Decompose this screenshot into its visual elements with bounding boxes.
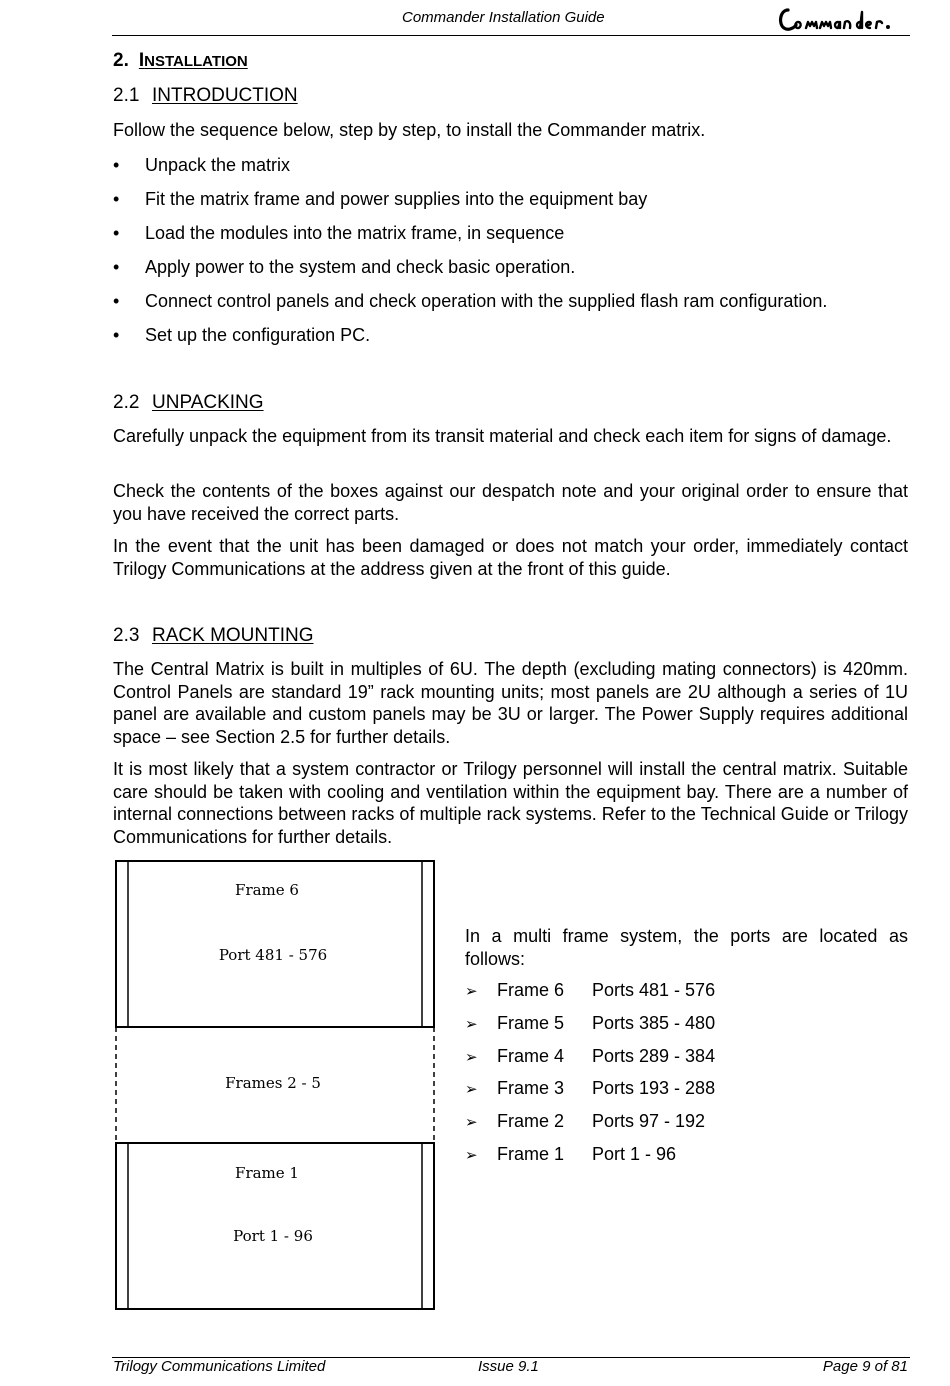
top-frame-label: Frame 6 xyxy=(235,881,299,899)
step-item: • Unpack the matrix xyxy=(113,155,291,175)
footer-company: Trilogy Communications Limited xyxy=(113,1358,326,1375)
port-list-item: ➢ Frame 6 Ports 481 - 576 xyxy=(465,979,715,1003)
header-title: Commander Installation Guide xyxy=(402,9,605,26)
rack-paragraph: It is most likely that a system contractor or Trilogy personnel will install the central matrix. Suitable care should be taken with cooling and ventilation within the equipment bay. There are a number of internal connections between racks of multiple rack systems. Refer to the Technical Guide or Trilogy Communications for further details. xyxy=(113,759,908,847)
port-list-item: ➢ Frame 2 Ports 97 - 192 xyxy=(465,1110,705,1134)
unpacking-paragraph: Check the contents of the boxes against our despatch note and your original order to ensure that you have received the correct parts. xyxy=(113,481,908,524)
arrow-bullet-icon: ➢ xyxy=(465,1049,478,1066)
port-list-item: ➢ Frame 5 Ports 385 - 480 xyxy=(465,1012,715,1036)
heading-title: INTRODUCTION xyxy=(152,85,298,106)
top-frame-ports: Port 481 - 576 xyxy=(218,946,328,964)
step-item: • Set up the configuration PC. xyxy=(113,325,371,345)
heading-rack-mounting xyxy=(113,625,314,647)
arrow-bullet-icon: ➢ xyxy=(465,983,478,1000)
heading-unpacking xyxy=(113,392,264,414)
frame-layout-diagram xyxy=(114,860,436,1312)
commander-logo xyxy=(776,0,911,36)
port-list-item: ➢ Frame 1 Port 1 - 96 xyxy=(465,1143,676,1167)
heading-introduction xyxy=(113,85,298,107)
section-number: 2. xyxy=(113,50,129,71)
intro-lead: Follow the sequence below, step by step, to install the Commander matrix. xyxy=(113,120,706,140)
heading-title: RACK MOUNTING xyxy=(152,625,314,646)
heading-number: 2.3 xyxy=(113,625,140,646)
ports-intro: In a multi frame system, the ports are located as follows: xyxy=(465,926,908,969)
arrow-bullet-icon: ➢ xyxy=(465,1114,478,1131)
step-item: • Fit the matrix frame and power supplies into the equipment bay xyxy=(113,189,648,209)
footer-issue: Issue 9.1 xyxy=(478,1358,539,1375)
section-title-rest: NSTALLATION xyxy=(144,53,248,70)
unpacking-paragraph: Carefully unpack the equipment from its transit material and check each item for signs of damage. xyxy=(113,426,892,446)
bottom-frame-ports: Port 1 - 96 xyxy=(233,1227,313,1245)
step-item: • Apply power to the system and check basic operation. xyxy=(113,257,576,277)
bottom-frame-label: Frame 1 xyxy=(235,1164,299,1182)
step-item: • Connect control panels and check operation with the supplied flash ram configuration. xyxy=(113,291,828,311)
step-item: • Load the modules into the matrix frame, in sequence xyxy=(113,223,565,243)
header-divider xyxy=(112,35,910,36)
heading-number: 2.2 xyxy=(113,392,140,413)
heading-number: 2.1 xyxy=(113,85,140,106)
port-list-item: ➢ Frame 4 Ports 289 - 384 xyxy=(465,1045,715,1069)
middle-frames-label: Frames 2 - 5 xyxy=(225,1074,321,1092)
section-heading-installation xyxy=(113,50,248,72)
rack-paragraph: The Central Matrix is built in multiples of 6U. The depth (excluding mating connectors) is 420mm. Control Panels are standard 19” rack mounting units; most panels are 2U although a series of 1U panel are available and custom panels may be 3U or larger. The Power Supply requires additional space – see Section 2.5 for further details. xyxy=(113,659,908,747)
footer-page-number: Page 9 of 81 xyxy=(822,1358,908,1375)
unpacking-paragraph: In the event that the unit has been damaged or does not match your order, immediately contact Trilogy Communications at the address given at the front of this guide. xyxy=(113,536,908,579)
arrow-bullet-icon: ➢ xyxy=(465,1016,478,1033)
heading-title: UNPACKING xyxy=(152,392,264,413)
port-list-item: ➢ Frame 3 Ports 193 - 288 xyxy=(465,1077,715,1101)
arrow-bullet-icon: ➢ xyxy=(465,1147,478,1164)
section-title-initial: I xyxy=(138,50,145,71)
arrow-bullet-icon: ➢ xyxy=(465,1081,478,1098)
